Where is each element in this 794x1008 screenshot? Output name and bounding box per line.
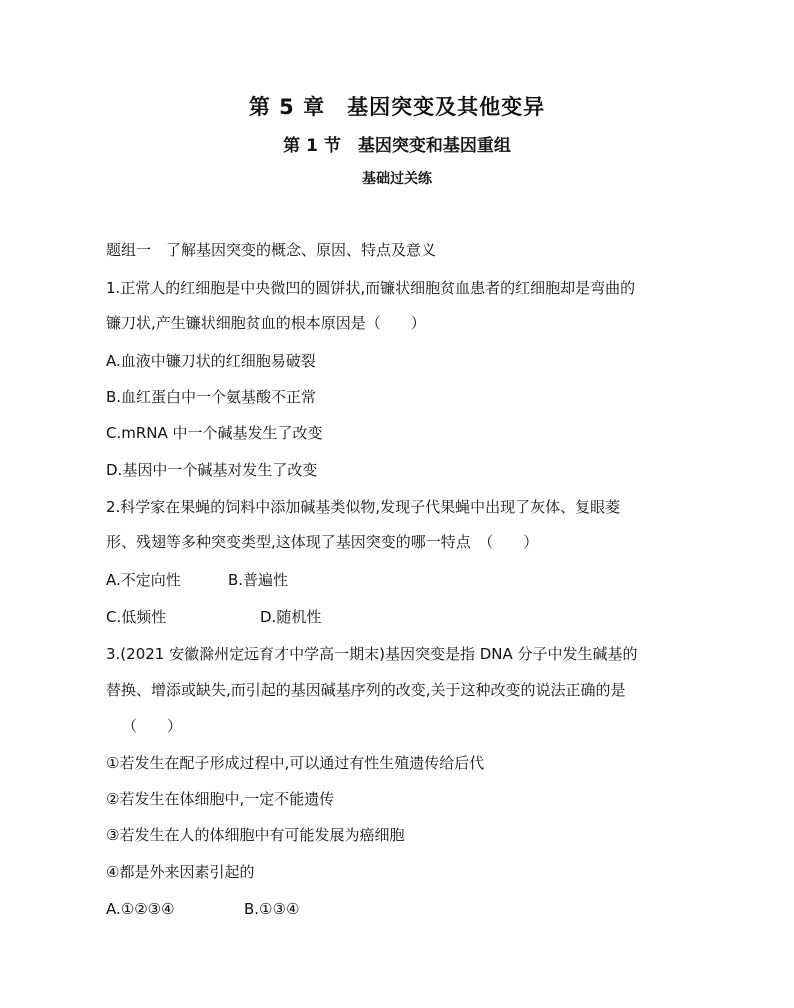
q3-stem-line2: 替换、增添或缺失,而引起的基因碱基序列的改变,关于这种改变的说法正确的是 <box>106 681 626 699</box>
q1-stem-line2: 镰刀状,产生镰状细胞贫血的根本原因是（ ） <box>106 314 426 332</box>
q3-option-b: B.①③④ <box>244 900 300 918</box>
q1-option-d: D.基因中一个碱基对发生了改变 <box>106 461 318 479</box>
q3-statement-2: ②若发生在体细胞中,一定不能遗传 <box>106 790 335 808</box>
q2-stem-line1: 2.科学家在果蝇的饲料中添加碱基类似物,发现子代果蝇中出现了灰体、复眼菱 <box>106 498 621 516</box>
group-label: 题组一 了解基因突变的概念、原因、特点及意义 <box>106 241 437 259</box>
q1-option-c: C.mRNA 中一个碱基发生了改变 <box>106 424 323 442</box>
q2-options-row1 <box>106 570 288 590</box>
q3-statement-4: ④都是外来因素引起的 <box>106 863 255 881</box>
q1-stem-line1: 1.正常人的红细胞是中央微凹的圆饼状,而镰状细胞贫血患者的红细胞却是弯曲的 <box>106 279 636 297</box>
q2-option-d: D.随机性 <box>260 608 322 626</box>
q3-stem-line3: （ ） <box>122 717 183 735</box>
chapter-title: 第 5 章 基因突变及其他变异 <box>248 95 546 119</box>
q1-option-b: B.血红蛋白中一个氨基酸不正常 <box>106 388 317 406</box>
q2-stem-line2: 形、残翅等多种突变类型,这体现了基因突变的哪一特点 （ ） <box>106 533 539 551</box>
q3-option-a: A.①②③④ <box>106 900 175 918</box>
q2-option-a: A.不定向性 <box>106 571 181 589</box>
q3-options-row1 <box>106 899 299 919</box>
q1-option-a: A.血液中镰刀状的红细胞易破裂 <box>106 352 316 370</box>
q3-statement-1: ①若发生在配子形成过程中,可以通过有性生殖遗传给后代 <box>106 754 485 772</box>
q2-option-b: B.普遍性 <box>228 571 289 589</box>
q2-options-row2 <box>106 607 321 627</box>
q3-statement-3: ③若发生在人的体细胞中有可能发展为癌细胞 <box>106 826 405 844</box>
exercise-label: 基础过关练 <box>362 171 432 187</box>
q3-stem-line1: 3.(2021 安徽滁州定远育才中学高一期末)基因突变是指 DNA 分子中发生碱基的 <box>106 645 638 663</box>
q2-option-c: C.低频性 <box>106 608 167 626</box>
section-title: 第 1 节 基因突变和基因重组 <box>283 136 511 156</box>
